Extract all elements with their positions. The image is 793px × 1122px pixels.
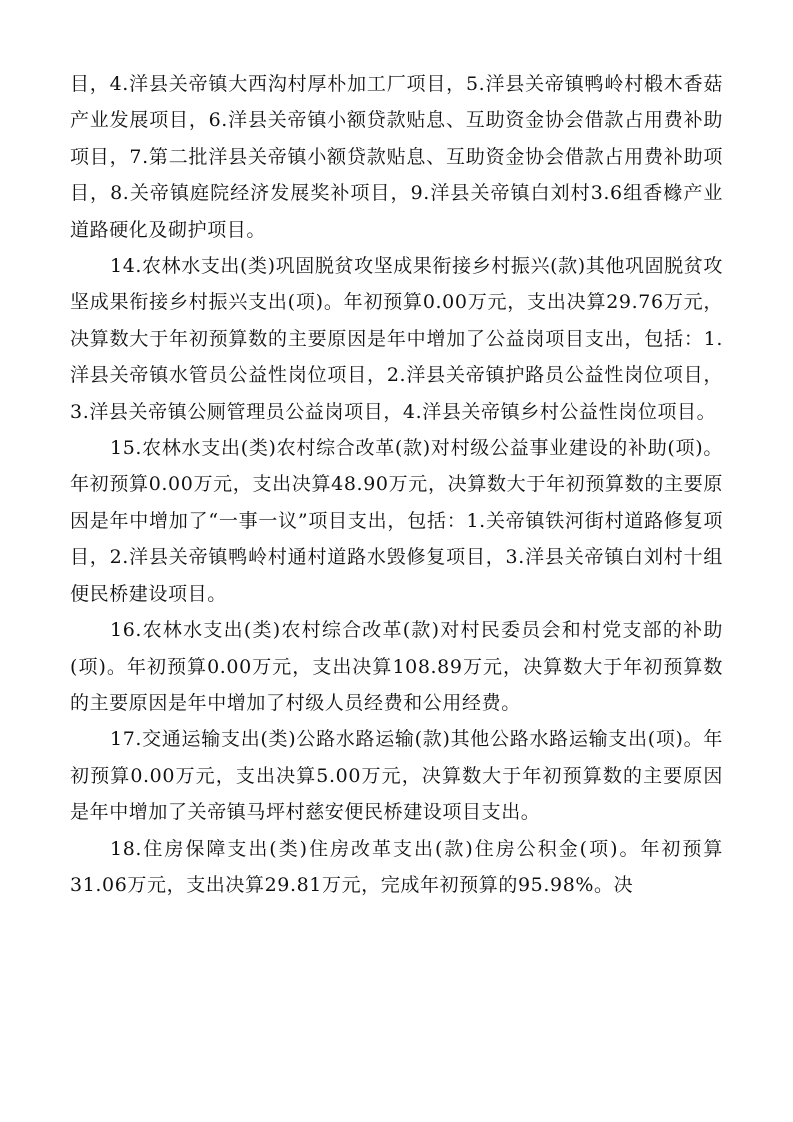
paragraph-item-17: 17.交通运输支出(类)公路水路运输(款)其他公路水路运输支出(项)。年初预算0.00万元，支出决算5.00万元，决算数大于年初预算数的主要原因是年中增加了关帝镇马坪村慈安便民桥建设项目支出。	[70, 728, 723, 824]
paragraph-item-16: 16.农林水支出(类)农村综合改革(款)对村民委员会和村党支部的补助(项)。年初预算0.00万元，支出决算108.89万元，决算数大于年初预算数的主要原因是年中增加了村级人员经费和公用经费。	[70, 619, 723, 714]
paragraph-item-18: 18.住房保障支出(类)住房改革支出(款)住房公积金(项)。年初预算31.06万元，支出决算29.81万元，完成年初预算的95.98%。决	[70, 837, 723, 896]
paragraph-continuation: 目，4.洋县关帝镇大西沟村厚朴加工厂项目，5.洋县关帝镇鸭岭村椴木香菇产业发展项目，6.洋县关帝镇小额贷款贴息、互助资金协会借款占用费补助项目，7.第二批洋县关帝镇小额贷款贴息、互助资金协会借款占用费补助项目，8.关帝镇庭院经济发展奖补项目，9.洋县关帝镇白刘村3.6组香橼产业道路硬化及砌护项目。	[70, 73, 723, 241]
paragraph-item-15: 15.农林水支出(类)农村综合改革(款)对村级公益事业建设的补助(项)。年初预算0.00万元，支出决算48.90万元，决算数大于年初预算数的主要原因是年中增加了“一事一议”项目支出，包括：1.关帝镇铁河街村道路修复项目，2.洋县关帝镇鸭岭村通村道路水毁修复项目，3.洋县关帝镇白刘村十组便民桥建设项目。	[70, 437, 723, 605]
paragraph-item-14: 14.农林水支出(类)巩固脱贫攻坚成果衔接乡村振兴(款)其他巩固脱贫攻坚成果衔接乡村振兴支出(项)。年初预算0.00万元，支出决算29.76万元，决算数大于年初预算数的主要原因是年中增加了公益岗项目支出，包括：1.洋县关帝镇水管员公益性岗位项目，2.洋县关帝镇护路员公益性岗位项目，3.洋县关帝镇公厕管理员公益岗项目，4.洋县关帝镇乡村公益性岗位项目。	[70, 255, 723, 423]
